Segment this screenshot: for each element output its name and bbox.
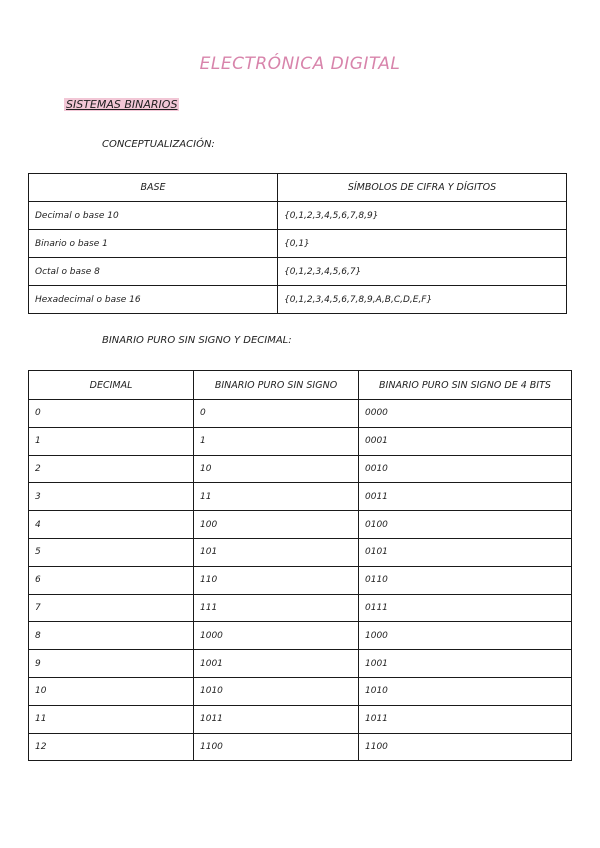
- table-row: [29, 258, 567, 286]
- table-cell: 12: [29, 733, 194, 761]
- table-cell: 0010: [359, 455, 572, 483]
- table-cell: Hexadecimal o base 16: [29, 286, 278, 314]
- table-cell: 101: [194, 538, 359, 566]
- table-cell: 6: [29, 566, 194, 594]
- table-row: [29, 677, 572, 705]
- table-cell: 0110: [359, 566, 572, 594]
- table-cell: 9: [29, 650, 194, 678]
- table-row: [29, 286, 567, 314]
- table-cell: 0100: [359, 511, 572, 539]
- table-cell: 1011: [359, 705, 572, 733]
- table-row: [29, 650, 572, 678]
- table-cell: 11: [194, 483, 359, 511]
- table-cell: 10: [29, 677, 194, 705]
- table-cell: 0101: [359, 538, 572, 566]
- table-header-row: [29, 371, 572, 400]
- page-title: ELECTRÓNICA DIGITAL: [199, 54, 401, 74]
- bases-table: [28, 173, 567, 314]
- binary-table-body: [29, 400, 572, 761]
- table-cell: 11: [29, 705, 194, 733]
- table-cell: 110: [194, 566, 359, 594]
- column-header: BASE: [29, 174, 278, 202]
- table-cell: 5: [29, 538, 194, 566]
- table-row: [29, 202, 567, 230]
- table-row: [29, 230, 567, 258]
- table-cell: 1010: [194, 677, 359, 705]
- table-cell: 1011: [194, 705, 359, 733]
- table-cell: 1010: [359, 677, 572, 705]
- table-cell: 1000: [359, 622, 572, 650]
- table-cell: 1001: [359, 650, 572, 678]
- table-cell: 1100: [194, 733, 359, 761]
- table-cell: 1100: [359, 733, 572, 761]
- table-row: [29, 400, 572, 428]
- table-cell: 3: [29, 483, 194, 511]
- column-header: SÍMBOLOS DE CIFRA Y DÍGITOS: [278, 174, 567, 202]
- table-row: [29, 427, 572, 455]
- table-cell: 8: [29, 622, 194, 650]
- subheading-binario-decimal: BINARIO PURO SIN SIGNO Y DECIMAL:: [102, 335, 292, 346]
- column-header: BINARIO PURO SIN SIGNO DE 4 BITS: [359, 371, 572, 400]
- table-row: [29, 705, 572, 733]
- table-cell: 0: [29, 400, 194, 428]
- binary-table: [28, 370, 572, 761]
- table-row: [29, 594, 572, 622]
- section-heading: SISTEMAS BINARIOS: [66, 98, 178, 111]
- table-cell: 0011: [359, 483, 572, 511]
- table-cell: 100: [194, 511, 359, 539]
- table-cell: Octal o base 8: [29, 258, 278, 286]
- table-row: [29, 622, 572, 650]
- table-row: [29, 511, 572, 539]
- table-cell: 2: [29, 455, 194, 483]
- table-cell: 1: [29, 427, 194, 455]
- table-header-row: [29, 174, 567, 202]
- table-row: [29, 455, 572, 483]
- table-cell: 1: [194, 427, 359, 455]
- table-cell: 10: [194, 455, 359, 483]
- table-cell: 0111: [359, 594, 572, 622]
- table-row: [29, 538, 572, 566]
- table-cell: 4: [29, 511, 194, 539]
- table-cell: 0000: [359, 400, 572, 428]
- table-cell: {0,1,2,3,4,5,6,7}: [278, 258, 567, 286]
- table-cell: {0,1,2,3,4,5,6,7,8,9,A,B,C,D,E,F}: [278, 286, 567, 314]
- table-cell: Decimal o base 10: [29, 202, 278, 230]
- column-header: DECIMAL: [29, 371, 194, 400]
- table-row: [29, 566, 572, 594]
- table-cell: {0,1}: [278, 230, 567, 258]
- table-cell: 111: [194, 594, 359, 622]
- table-row: [29, 483, 572, 511]
- table-cell: 0: [194, 400, 359, 428]
- table-cell: Binario o base 1: [29, 230, 278, 258]
- table-cell: 1001: [194, 650, 359, 678]
- table-cell: 0001: [359, 427, 572, 455]
- column-header: BINARIO PURO SIN SIGNO: [194, 371, 359, 400]
- subheading-conceptualizacion: CONCEPTUALIZACIÓN:: [102, 139, 215, 150]
- table-row: [29, 733, 572, 761]
- table-cell: 7: [29, 594, 194, 622]
- table-cell: {0,1,2,3,4,5,6,7,8,9}: [278, 202, 567, 230]
- table-cell: 1000: [194, 622, 359, 650]
